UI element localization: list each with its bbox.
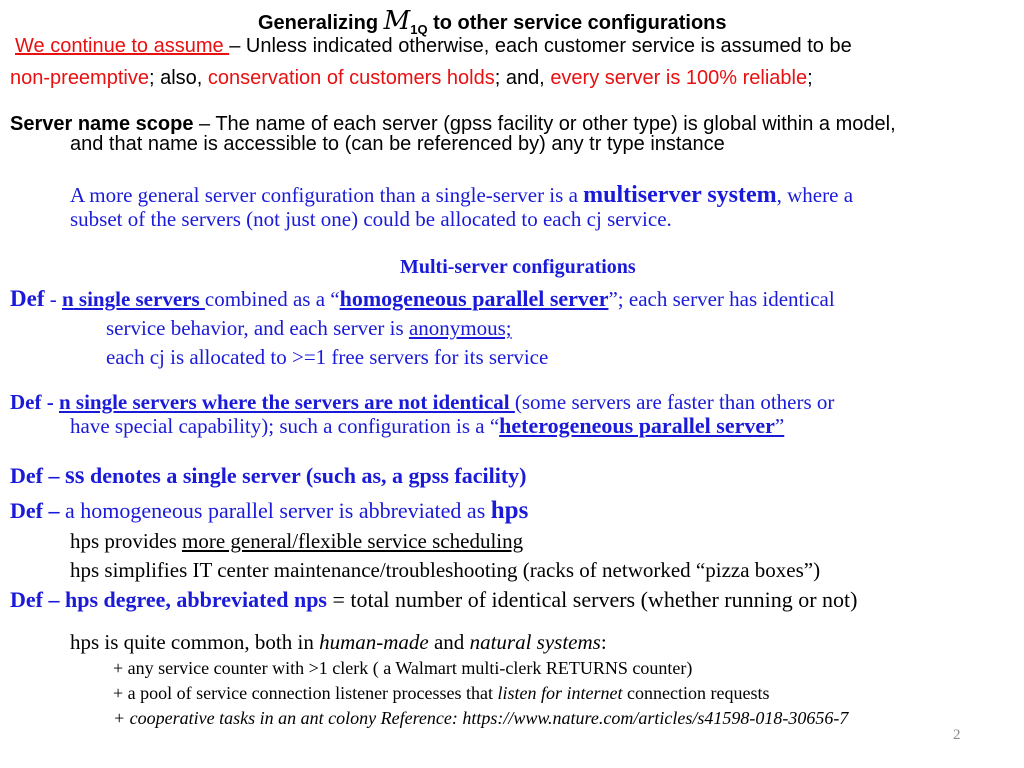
def1-text: ”; each server has identical	[608, 287, 835, 311]
natural-systems: natural systems	[469, 630, 601, 654]
listen-term: listen for internet	[497, 683, 623, 703]
hps-abbrev: hps	[490, 497, 529, 524]
multiserver-term: multiserver system	[583, 182, 777, 208]
def3-text: denotes a single server (such as, a gpss facility)	[84, 463, 527, 488]
hps-line-1	[70, 529, 523, 554]
title-symbol: M	[383, 6, 411, 36]
def1-text: combined as a “	[204, 287, 340, 311]
scope-text: – The name of each server (gpss facility or other type) is global within a model,	[193, 113, 896, 135]
human-made: human-made	[319, 630, 429, 654]
def1-n: n	[61, 287, 74, 311]
def-label: Def –	[10, 587, 65, 612]
assumption-text: – Unless indicated otherwise, each customer service is assumed to be	[229, 35, 852, 57]
multiserver-text: A more general server configuration than a single-server is a	[70, 183, 584, 207]
def-label: Def –	[10, 463, 65, 488]
scope-line-2: and that name is accessible to (can be referenced by) any tr type instance	[70, 133, 725, 155]
hps-scheduling: more general/flexible service scheduling	[182, 529, 524, 553]
bullet-text: connection requests	[622, 683, 770, 703]
common-line	[70, 630, 607, 655]
def4-text: a homogeneous parallel server is abbreviated as	[64, 498, 491, 523]
def2-line-2	[70, 413, 784, 439]
separator: ;	[807, 67, 813, 89]
multiserver-text: , where a	[776, 183, 854, 207]
conservation-term: conservation of customers holds	[207, 67, 495, 89]
common-text: hps is quite common, both in	[70, 630, 320, 654]
slide-title	[258, 6, 727, 36]
bullet-2	[113, 683, 769, 704]
def2-term: n single servers where the servers are not identical	[58, 390, 515, 414]
common-text: and	[428, 630, 470, 654]
page-number: 2	[953, 727, 961, 743]
multiserver-line-1	[70, 182, 853, 209]
def5-line	[10, 587, 858, 613]
multiserver-line-2: subset of the servers (not just one) could be allocated to each cj service.	[70, 207, 672, 231]
assumption-line-1	[15, 35, 852, 58]
def1-line-1	[10, 286, 835, 312]
def2-text: (some servers are faster than others or	[514, 390, 835, 414]
separator: ; and,	[494, 67, 551, 89]
anonymous-term: anonymous;	[408, 316, 512, 340]
def1-single-servers: single servers	[73, 287, 205, 311]
hps-term: homogeneous parallel server	[339, 286, 609, 311]
def2-text: ”	[774, 414, 785, 438]
ss-term: ss	[64, 462, 85, 489]
def1-line-3: each cj is allocated to >=1 free servers for its service	[106, 345, 549, 369]
reliability-term: every server is 100% reliable	[550, 67, 808, 89]
bullet-1: + any service counter with >1 clerk ( a Walmart multi-clerk RETURNS counter)	[113, 658, 693, 678]
bullet-3: + cooperative tasks in an ant colony Reference: https://www.nature.com/articles/s41598-018-30656-7	[113, 708, 849, 728]
def1-text: service behavior, and each server is	[106, 316, 409, 340]
def5-text: total number of identical servers (whether running or not)	[350, 587, 858, 612]
scope-label: Server name scope	[10, 113, 194, 135]
hps-text: hps provides	[70, 529, 182, 553]
separator: ; also,	[148, 67, 208, 89]
def-label: Def –	[10, 498, 65, 523]
def3-line	[10, 462, 526, 490]
bullet-text: + a pool of service connection listener processes that	[113, 683, 498, 703]
def4-line	[10, 497, 528, 525]
non-preemptive-term: non-preemptive	[10, 67, 149, 89]
title-subscript: 1Q	[410, 22, 428, 37]
title-suffix: to other service configurations	[427, 12, 727, 34]
nps-term: hps degree, abbreviated nps	[64, 587, 327, 612]
def2-text: have special capability); such a configuration is a “	[70, 414, 500, 438]
def-label: Def	[10, 286, 45, 311]
def1-line-2	[106, 316, 512, 341]
def-label: Def -	[10, 390, 59, 414]
assumption-line-2	[10, 67, 813, 90]
hps-line-2: hps simplifies IT center maintenance/troubleshooting (racks of networked “pizza boxes”)	[70, 558, 821, 582]
separator: :	[600, 630, 607, 654]
def2-line-1	[10, 390, 834, 415]
assumption-label: We continue to assume	[15, 35, 230, 57]
hetero-term: heterogeneous parallel server	[499, 413, 775, 438]
separator: -	[44, 287, 62, 311]
separator: =	[327, 587, 351, 612]
title-prefix: Generalizing	[258, 12, 384, 34]
section-heading: Multi-server configurations	[400, 256, 636, 278]
